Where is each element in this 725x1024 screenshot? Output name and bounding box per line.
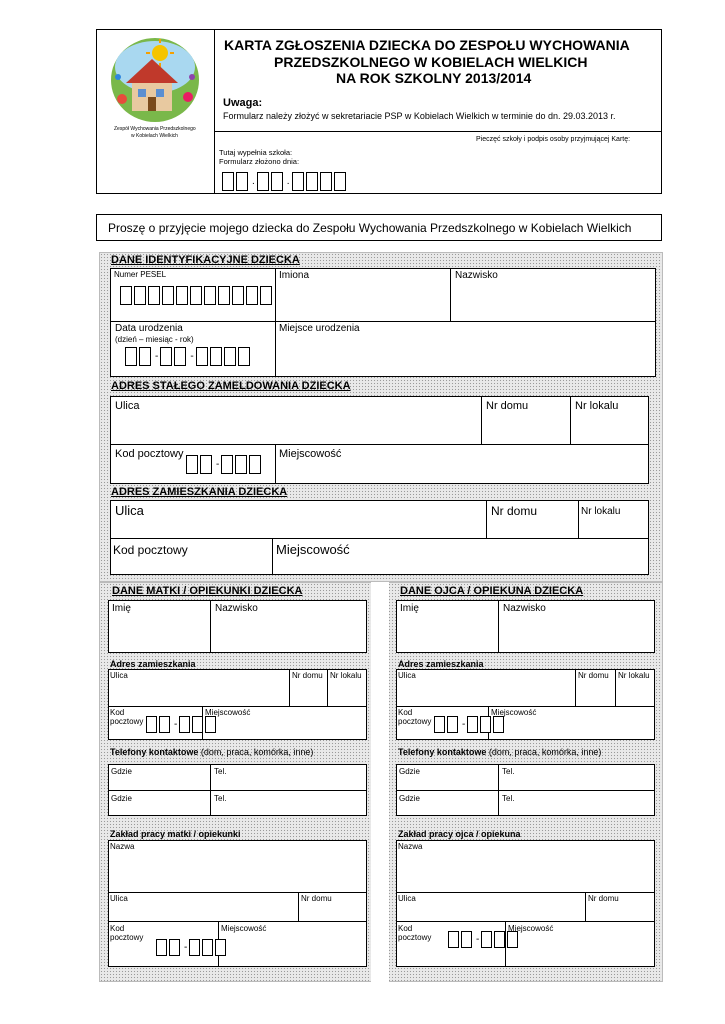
mother-city-label[interactable]: Miejscowość — [205, 708, 251, 717]
father-tel-1[interactable]: Tel. — [502, 767, 515, 776]
father-flat-label[interactable]: Nr lokalu — [618, 671, 650, 680]
f-addr-vline-2 — [615, 669, 616, 706]
father-work-name-label[interactable]: Nazwa — [398, 842, 423, 851]
pesel-cell[interactable] — [120, 286, 132, 305]
m-name-vline — [210, 600, 211, 653]
reg-hline — [110, 444, 649, 445]
mother-work-street-label[interactable]: Ulica — [110, 894, 128, 903]
mother-postal-cells[interactable] — [146, 716, 218, 733]
res-house-label[interactable]: Nr domu — [491, 504, 538, 518]
mother-phones-title — [110, 747, 313, 757]
birth-cell[interactable] — [160, 347, 172, 366]
reg-vline-3 — [275, 444, 276, 484]
father-tel-2[interactable]: Tel. — [502, 794, 515, 803]
mother-tel-1[interactable]: Tel. — [214, 767, 227, 776]
father-postal-cells[interactable] — [434, 716, 506, 733]
mother-work-postal-label: Kod pocztowy — [110, 924, 144, 942]
mother-phones-hint: (dom, praca, komórka, inne) — [198, 747, 314, 757]
birth-cell[interactable] — [125, 347, 137, 366]
reg-street-label[interactable]: Ulica — [115, 400, 140, 412]
f-ph-hline — [396, 790, 655, 791]
father-work-street-label[interactable]: Ulica — [398, 894, 416, 903]
father-work-box — [396, 840, 655, 967]
birth-cell[interactable] — [174, 347, 186, 366]
logo-house-icon — [104, 37, 206, 123]
postal-cell[interactable] — [481, 931, 492, 948]
res-flat-label[interactable]: Nr lokalu — [581, 506, 621, 517]
pesel-cell[interactable] — [232, 286, 244, 305]
res-city-label[interactable]: Miejscowość — [276, 542, 350, 557]
m-work-vline-1 — [298, 892, 299, 921]
father-first-name-label[interactable]: Imię — [400, 603, 419, 614]
mother-postal-label: Kod pocztowy — [110, 708, 144, 726]
res-hline — [110, 538, 649, 539]
birth-cell[interactable] — [238, 347, 250, 366]
f-work-hline-2 — [396, 921, 655, 922]
father-phones-title — [398, 747, 601, 757]
father-city-label[interactable]: Miejscowość — [491, 708, 537, 717]
request-text: Proszę o przyjęcie mojego dziecka do Zespołu Wychowania Przedszkolnego w Kobielach Wielkich — [108, 221, 632, 235]
form-title-3: NA ROK SZKOLNY 2013/2014 — [336, 70, 532, 86]
f-name-vline — [498, 600, 499, 653]
form-title-1: KARTA ZGŁOSZENIA DZIECKA DO ZESPOŁU WYCHOWANIA — [224, 37, 630, 53]
pesel-cell[interactable] — [134, 286, 146, 305]
birth-date-cells[interactable] — [125, 347, 252, 366]
res-postal-label[interactable]: Kod pocztowy — [113, 543, 188, 557]
postal-cell[interactable] — [146, 716, 157, 733]
m-ph-hline — [108, 790, 367, 791]
mother-title: DANE MATKI / OPIEKUNKI DZIECKA — [112, 585, 303, 597]
father-surname-label[interactable]: Nazwisko — [503, 603, 546, 614]
date-cell[interactable] — [334, 172, 346, 191]
mother-first-name-label[interactable]: Imię — [112, 603, 131, 614]
reg-vline-2 — [570, 396, 571, 444]
m-work-hline-2 — [108, 921, 367, 922]
child-id-vline-2 — [450, 268, 451, 321]
school-logo — [104, 37, 206, 123]
mother-street-label[interactable]: Ulica — [110, 671, 128, 680]
reg-house-label[interactable]: Nr domu — [486, 400, 529, 412]
date-cell[interactable] — [257, 172, 269, 191]
first-names-label[interactable]: Imiona — [279, 270, 310, 281]
child-id-title: DANE IDENTYFIKACYJNE DZIECKA — [111, 254, 300, 266]
postal-cell[interactable] — [200, 455, 212, 474]
father-work-title: Zakład pracy ojca / opiekuna — [398, 829, 521, 839]
mother-work-box — [108, 840, 367, 967]
date-cell[interactable] — [236, 172, 248, 191]
mother-surname-label[interactable]: Nazwisko — [215, 603, 258, 614]
mother-address-title: Adres zamieszkania — [110, 659, 196, 669]
m-addr-vline-2 — [327, 669, 328, 706]
f-work-hline-1 — [396, 892, 655, 893]
postal-cell[interactable] — [221, 455, 233, 474]
mother-where-1[interactable]: Gdzie — [111, 767, 132, 776]
birth-date-label: Data urodzenia — [115, 323, 183, 334]
birth-cell[interactable] — [196, 347, 208, 366]
res-vline-1 — [486, 500, 487, 538]
res-vline-3 — [272, 538, 273, 575]
mother-work-name-label[interactable]: Nazwa — [110, 842, 135, 851]
birth-cell[interactable] — [139, 347, 151, 366]
father-title: DANE OJCA / OPIEKUNA DZIECKA — [400, 585, 584, 597]
father-phones-hint: (dom, praca, komórka, inne) — [486, 747, 602, 757]
postal-cell[interactable] — [448, 931, 459, 948]
postal-cell[interactable] — [447, 716, 458, 733]
note-text: Formularz należy złożyć w sekretariacie PSP w Kobielach Wielkich w terminie do dn. 29.03.2013 r. — [223, 111, 616, 121]
father-phones-title-text: Telefony kontaktowe — [398, 747, 487, 757]
mother-tel-2[interactable]: Tel. — [214, 794, 227, 803]
postal-cell[interactable] — [235, 455, 247, 474]
father-where-2[interactable]: Gdzie — [399, 794, 420, 803]
reg-flat-label[interactable]: Nr lokalu — [575, 400, 619, 412]
postal-cell[interactable] — [192, 716, 203, 733]
father-street-label[interactable]: Ulica — [398, 671, 416, 680]
birth-cell[interactable] — [210, 347, 222, 366]
reg-postal-label: Kod pocztowy — [115, 448, 184, 460]
registered-address-title: ADRES STAŁEGO ZAMELDOWANIA DZIECKA — [111, 380, 351, 392]
form-title-2: PRZEDSZKOLNEGO W KOBIELACH WIELKICH — [274, 54, 588, 70]
reg-postal-cells[interactable] — [186, 455, 263, 474]
mother-work-title: Zakład pracy matki / opiekunki — [110, 829, 241, 839]
mother-flat-label[interactable]: Nr lokalu — [330, 671, 362, 680]
pesel-cell[interactable] — [176, 286, 188, 305]
child-id-hline — [110, 321, 656, 322]
pesel-cells[interactable] — [120, 286, 274, 305]
dash-separator: - — [476, 934, 480, 945]
postal-cell[interactable] — [179, 716, 190, 733]
reg-vline-1 — [481, 396, 482, 444]
parents-gap — [371, 582, 389, 982]
f-work-vline-1 — [585, 892, 586, 921]
surname-label[interactable]: Nazwisko — [455, 270, 498, 281]
birth-place-label[interactable]: Miejsce urodzenia — [279, 323, 360, 334]
dash-separator: - — [184, 942, 188, 953]
pesel-cell[interactable] — [148, 286, 160, 305]
school-fill-label: Tutaj wypełnia szkoła: — [219, 148, 293, 157]
f-addr-hline — [396, 706, 655, 707]
postal-cell[interactable] — [480, 716, 491, 733]
postal-cell[interactable] — [202, 939, 213, 956]
father-work-postal-label: Kod pocztowy — [398, 924, 432, 942]
pesel-cell[interactable] — [162, 286, 174, 305]
birth-cell[interactable] — [224, 347, 236, 366]
birth-date-hint: (dzień – miesiąc - rok) — [115, 335, 194, 344]
father-where-1[interactable]: Gdzie — [399, 767, 420, 776]
postal-cell[interactable] — [169, 939, 180, 956]
pesel-cell[interactable] — [218, 286, 230, 305]
submitted-date-cells[interactable] — [222, 172, 348, 191]
pesel-label: Numer PESEL — [114, 270, 167, 279]
residence-address-title: ADRES ZAMIESZKANIA DZIECKA — [111, 486, 288, 498]
postal-cell[interactable] — [494, 931, 505, 948]
m-addr-vline-1 — [289, 669, 290, 706]
postal-cell[interactable] — [159, 716, 170, 733]
mother-where-2[interactable]: Gdzie — [111, 794, 132, 803]
f-addr-vline-1 — [575, 669, 576, 706]
father-work-house-label[interactable]: Nr domu — [588, 894, 619, 903]
mother-work-city-label[interactable]: Miejscowość — [221, 924, 267, 933]
logo-caption-2: w Kobielach Wielkich — [131, 133, 178, 139]
reg-city-label[interactable]: Miejscowość — [279, 448, 342, 460]
postal-cell[interactable] — [493, 716, 504, 733]
father-address-title: Adres zamieszkania — [398, 659, 484, 669]
dot-separator: . — [252, 176, 255, 187]
date-cell[interactable] — [306, 172, 318, 191]
pesel-cell[interactable] — [190, 286, 202, 305]
mother-work-postal-cells[interactable] — [156, 939, 228, 956]
mother-house-label[interactable]: Nr domu — [292, 671, 323, 680]
dash-separator: - — [174, 719, 178, 730]
father-work-postal-cells[interactable] — [448, 931, 520, 948]
postal-cell[interactable] — [156, 939, 167, 956]
postal-cell[interactable] — [461, 931, 472, 948]
father-work-city-label[interactable]: Miejscowość — [508, 924, 554, 933]
pesel-cell[interactable] — [204, 286, 216, 305]
date-cell[interactable] — [222, 172, 234, 191]
date-cell[interactable] — [271, 172, 283, 191]
child-id-vline-1 — [275, 268, 276, 377]
dash-separator: - — [462, 719, 466, 730]
postal-cell[interactable] — [189, 939, 200, 956]
father-house-label[interactable]: Nr domu — [578, 671, 609, 680]
dot-separator: . — [286, 176, 290, 187]
postal-cell[interactable] — [249, 455, 261, 474]
date-cell[interactable] — [292, 172, 304, 191]
postal-cell[interactable] — [467, 716, 478, 733]
postal-cell[interactable] — [434, 716, 445, 733]
mother-work-house-label[interactable]: Nr domu — [301, 894, 332, 903]
stamp-divider — [214, 131, 662, 132]
date-cell[interactable] — [320, 172, 332, 191]
pesel-cell[interactable] — [246, 286, 258, 305]
dash-separator: - — [190, 351, 194, 362]
m-ph-vline — [210, 764, 211, 816]
stamp-label: Pieczęć szkoły i podpis osoby przyjmującej Kartę: — [476, 136, 631, 143]
header-divider — [214, 29, 215, 194]
postal-cell[interactable] — [215, 939, 226, 956]
dash-separator: - — [155, 351, 159, 362]
father-postal-label: Kod pocztowy — [398, 708, 432, 726]
postal-cell[interactable] — [205, 716, 216, 733]
m-work-hline-1 — [108, 892, 367, 893]
submitted-date-label: Formularz złożono dnia: — [219, 157, 300, 166]
dash-separator: - — [216, 459, 220, 470]
postal-cell[interactable] — [186, 455, 198, 474]
postal-cell[interactable] — [507, 931, 518, 948]
logo-caption-1: Zespół Wychowania Przedszkolnego — [114, 126, 196, 132]
mother-phones-title-text: Telefony kontaktowe — [110, 747, 199, 757]
f-ph-vline — [498, 764, 499, 816]
pesel-cell[interactable] — [260, 286, 272, 305]
note-label: Uwaga: — [223, 97, 263, 109]
res-street-label[interactable]: Ulica — [115, 503, 144, 518]
res-vline-2 — [578, 500, 579, 538]
m-addr-hline — [108, 706, 367, 707]
